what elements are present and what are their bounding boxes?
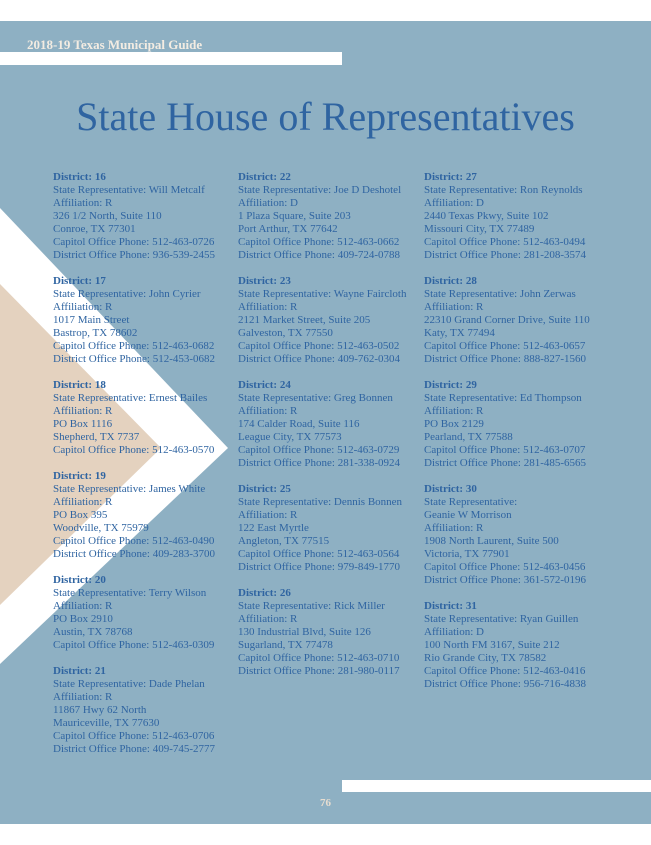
- district-detail-line: Capitol Office Phone: 512-463-0682: [53, 340, 215, 352]
- district-entry: [53, 379, 243, 457]
- district-detail-line: Capitol Office Phone: 512-463-0710: [238, 652, 400, 664]
- district-number: District: 22: [238, 171, 291, 183]
- district-detail-line: Austin, TX 78768: [53, 626, 133, 638]
- district-detail-line: Affiliation: R: [53, 405, 113, 417]
- district-detail-line: Affiliation: R: [238, 509, 298, 521]
- district-detail-line: 100 North FM 3167, Suite 212: [424, 639, 560, 651]
- district-detail-line: 2440 Texas Pkwy, Suite 102: [424, 210, 549, 222]
- district-number: District: 23: [238, 275, 291, 287]
- district-detail-line: Port Arthur, TX 77642: [238, 223, 338, 235]
- district-detail-line: District Office Phone: 888-827-1560: [424, 353, 587, 365]
- district-number: District: 30: [424, 483, 477, 495]
- district-detail-line: State Representative: Rick Miller: [238, 600, 385, 612]
- district-detail-line: Rio Grande City, TX 78582: [424, 652, 547, 664]
- district-detail-line: PO Box 395: [53, 509, 108, 521]
- district-detail-line: Bastrop, TX 78602: [53, 327, 138, 339]
- district-detail-line: Capitol Office Phone: 512-463-0564: [238, 548, 400, 560]
- district-entry: [53, 574, 243, 652]
- page-title: State House of Representatives: [76, 94, 575, 139]
- district-detail-line: PO Box 1116: [53, 418, 113, 430]
- district-detail-line: Angleton, TX 77515: [238, 535, 330, 547]
- district-detail-line: State Representative: James White: [53, 483, 206, 495]
- district-detail-line: Capitol Office Phone: 512-463-0502: [238, 340, 400, 352]
- district-detail-line: PO Box 2910: [53, 613, 113, 625]
- district-detail-line: Affiliation: R: [238, 301, 298, 313]
- column-1: [53, 171, 243, 769]
- district-number: District: 18: [53, 379, 106, 391]
- page-number: 76: [320, 797, 331, 809]
- district-detail-line: Affiliation: R: [53, 496, 113, 508]
- district-detail-line: Capitol Office Phone: 512-463-0309: [53, 639, 215, 651]
- district-detail-line: 1 Plaza Square, Suite 203: [238, 210, 351, 222]
- district-detail-line: State Representative: Ryan Guillen: [424, 613, 579, 625]
- district-number: District: 27: [424, 171, 477, 183]
- district-detail-line: League City, TX 77573: [238, 431, 342, 443]
- district-detail-line: 11867 Hwy 62 North: [53, 704, 147, 716]
- district-entry: [238, 379, 428, 470]
- district-number: District: 31: [424, 600, 477, 612]
- district-detail-line: Katy, TX 77494: [424, 327, 495, 339]
- district-detail-line: Woodville, TX 75979: [53, 522, 149, 534]
- district-number: District: 21: [53, 665, 106, 677]
- district-detail-line: Pearland, TX 77588: [424, 431, 513, 443]
- district-detail-line: State Representative: Greg Bonnen: [238, 392, 393, 404]
- district-detail-line: 122 East Myrtle: [238, 522, 309, 534]
- district-detail-line: Capitol Office Phone: 512-463-0657: [424, 340, 586, 352]
- district-detail-line: State Representative: Will Metcalf: [53, 184, 205, 196]
- district-detail-line: State Representative: John Zerwas: [424, 288, 576, 300]
- district-entry: [424, 483, 614, 587]
- district-detail-line: Affiliation: R: [238, 613, 298, 625]
- district-detail-line: District Office Phone: 512-453-0682: [53, 353, 216, 365]
- district-detail-line: Affiliation: R: [424, 405, 484, 417]
- district-detail-line: District Office Phone: 409-724-0788: [238, 249, 401, 261]
- district-number: District: 29: [424, 379, 477, 391]
- district-entry: [53, 665, 243, 756]
- district-detail-line: Conroe, TX 77301: [53, 223, 136, 235]
- district-detail-line: District Office Phone: 361-572-0196: [424, 574, 587, 586]
- district-detail-line: Affiliation: R: [53, 600, 113, 612]
- district-detail-line: Affiliation: R: [238, 405, 298, 417]
- district-detail-line: State Representative: Wayne Faircloth: [238, 288, 407, 300]
- district-detail-line: District Office Phone: 409-762-0304: [238, 353, 401, 365]
- district-detail-line: Affiliation: R: [53, 691, 113, 703]
- district-detail-line: Capitol Office Phone: 512-463-0726: [53, 236, 215, 248]
- district-detail-line: District Office Phone: 281-980-0117: [238, 665, 400, 677]
- district-detail-line: Affiliation: R: [53, 301, 113, 313]
- district-number: District: 28: [424, 275, 477, 287]
- district-detail-line: State Representative: Terry Wilson: [53, 587, 207, 599]
- column-2: [238, 171, 428, 691]
- district-detail-line: Geanie W Morrison: [424, 509, 512, 521]
- district-detail-line: Victoria, TX 77901: [424, 548, 510, 560]
- district-number: District: 25: [238, 483, 291, 495]
- district-detail-line: Capitol Office Phone: 512-463-0729: [238, 444, 400, 456]
- district-detail-line: 326 1/2 North, Suite 110: [53, 210, 162, 222]
- district-detail-line: District Office Phone: 281-485-6565: [424, 457, 587, 469]
- district-number: District: 17: [53, 275, 106, 287]
- district-entry: [424, 171, 614, 262]
- district-detail-line: Galveston, TX 77550: [238, 327, 333, 339]
- district-entry: [424, 600, 614, 691]
- district-detail-line: Missouri City, TX 77489: [424, 223, 535, 235]
- district-detail-line: Capitol Office Phone: 512-463-0456: [424, 561, 586, 573]
- district-number: District: 20: [53, 574, 106, 586]
- district-detail-line: Capitol Office Phone: 512-463-0662: [238, 236, 400, 248]
- district-detail-line: State Representative: Dennis Bonnen: [238, 496, 403, 508]
- district-detail-line: 2121 Market Street, Suite 205: [238, 314, 371, 326]
- district-detail-line: 130 Industrial Blvd, Suite 126: [238, 626, 371, 638]
- district-number: District: 16: [53, 171, 106, 183]
- district-detail-line: PO Box 2129: [424, 418, 484, 430]
- district-entry: [424, 379, 614, 470]
- district-detail-line: 1017 Main Street: [53, 314, 130, 326]
- district-detail-line: District Office Phone: 409-283-3700: [53, 548, 216, 560]
- district-detail-line: District Office Phone: 936-539-2455: [53, 249, 216, 261]
- district-detail-line: Capitol Office Phone: 512-463-0494: [424, 236, 586, 248]
- district-detail-line: District Office Phone: 979-849-1770: [238, 561, 401, 573]
- district-detail-line: 174 Calder Road, Suite 116: [238, 418, 360, 430]
- column-3: [424, 171, 614, 704]
- district-number: District: 24: [238, 379, 291, 391]
- district-detail-line: Affiliation: R: [53, 197, 113, 209]
- district-detail-line: District Office Phone: 281-338-0924: [238, 457, 401, 469]
- district-entry: [53, 171, 243, 262]
- district-detail-line: Capitol Office Phone: 512-463-0706: [53, 730, 215, 742]
- district-detail-line: Affiliation: D: [424, 197, 484, 209]
- district-entry: [238, 587, 428, 678]
- district-detail-line: 1908 North Laurent, Suite 500: [424, 535, 559, 547]
- district-detail-line: Sugarland, TX 77478: [238, 639, 333, 651]
- district-detail-line: Affiliation: R: [424, 301, 484, 313]
- district-entry: [238, 275, 428, 366]
- district-detail-line: Shepherd, TX 7737: [53, 431, 140, 443]
- district-number: District: 26: [238, 587, 291, 599]
- district-detail-line: State Representative: John Cyrier: [53, 288, 201, 300]
- district-detail-line: State Representative: Ron Reynolds: [424, 184, 583, 196]
- district-detail-line: Affiliation: D: [424, 626, 484, 638]
- guide-title: 2018-19 Texas Municipal Guide: [27, 37, 203, 52]
- district-entry: [238, 483, 428, 574]
- district-detail-line: Capitol Office Phone: 512-463-0490: [53, 535, 215, 547]
- district-detail-line: District Office Phone: 281-208-3574: [424, 249, 587, 261]
- district-detail-line: State Representative: Dade Phelan: [53, 678, 205, 690]
- district-entry: [238, 171, 428, 262]
- district-detail-line: Mauriceville, TX 77630: [53, 717, 160, 729]
- district-detail-line: 22310 Grand Corner Drive, Suite 110: [424, 314, 590, 326]
- district-detail-line: District Office Phone: 409-745-2777: [53, 743, 216, 755]
- district-detail-line: State Representative: Ed Thompson: [424, 392, 582, 404]
- district-detail-line: Affiliation: R: [424, 522, 484, 534]
- district-detail-line: State Representative:: [424, 496, 518, 508]
- district-detail-line: State Representative: Joe D Deshotel: [238, 184, 402, 196]
- district-detail-line: State Representative: Ernest Bailes: [53, 392, 208, 404]
- district-detail-line: District Office Phone: 956-716-4838: [424, 678, 587, 690]
- district-detail-line: Capitol Office Phone: 512-463-0570: [53, 444, 215, 456]
- district-number: District: 19: [53, 470, 106, 482]
- district-entry: [53, 470, 243, 561]
- district-entry: [424, 275, 614, 366]
- district-detail-line: Capitol Office Phone: 512-463-0707: [424, 444, 586, 456]
- district-detail-line: Capitol Office Phone: 512-463-0416: [424, 665, 586, 677]
- district-detail-line: Affiliation: D: [238, 197, 298, 209]
- district-entry: [53, 275, 243, 366]
